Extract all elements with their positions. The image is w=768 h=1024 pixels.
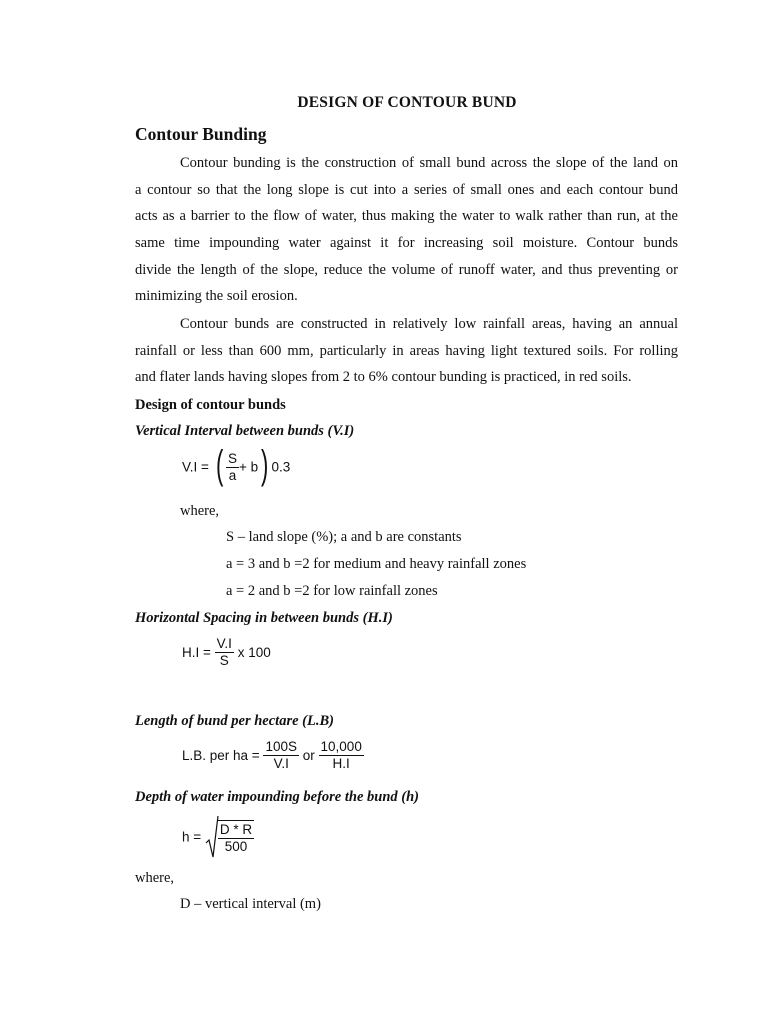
sqrt-icon [205, 815, 219, 859]
hi-heading: Horizontal Spacing in between bunds (H.I) [135, 610, 393, 626]
page-title: DESIGN OF CONTOUR BUND [297, 94, 517, 111]
h-heading: Depth of water impounding before the bund (h) [135, 789, 419, 805]
lb-fraction-1 [263, 739, 299, 772]
section-heading: Contour Bunding [135, 124, 267, 144]
vi-factor: 0.3 [271, 459, 291, 475]
vi-denominator: a [228, 467, 237, 483]
vi-where: where, [180, 503, 220, 519]
paragraph-line: Contour bunding is the construction of small bund across the slope of the land on [180, 155, 678, 171]
h-denominator: 500 [224, 838, 248, 854]
lb-numerator-1: 100S [265, 739, 297, 754]
paragraph-line: minimizing the soil erosion. [135, 288, 298, 305]
vi-lhs: V.I = [182, 459, 209, 475]
paragraph-line: divide the length of the slope, reduce the volume of runoff water, and thus preventing or [135, 261, 678, 278]
vi-def: S – land slope (%); a and b are constants [226, 529, 462, 545]
hi-denominator: S [219, 653, 229, 668]
left-paren: ( [215, 443, 224, 487]
paragraph-line: Contour bunds are constructed in relatively low rainfall areas, having an annual [180, 316, 678, 332]
h-numerator: D * R [219, 821, 253, 837]
h-lhs: h = [182, 829, 202, 845]
hi-tail: x 100 [237, 645, 271, 660]
h-def: D – vertical interval (m) [180, 896, 321, 912]
design-heading: Design of contour bunds [135, 397, 286, 413]
vi-def: a = 3 and b =2 for medium and heavy rainfall zones [226, 556, 527, 572]
h-where: where, [135, 870, 175, 886]
hi-numerator: V.I [216, 636, 232, 651]
paragraph-line: a contour so that the long slope is cut into a series of small ones and each contour bund [135, 181, 678, 198]
lb-denominator-2: H.I [332, 756, 350, 771]
hi-formula [182, 636, 271, 669]
lb-denominator-1: V.I [273, 756, 289, 771]
paragraph-line: and flater lands having slopes from 2 to 6% contour bunding is practiced, in red soils. [135, 369, 632, 386]
vi-formula [182, 443, 291, 487]
paragraph-2 [135, 311, 678, 391]
h-formula [182, 815, 254, 859]
lb-fraction-2 [319, 739, 364, 772]
hi-fraction [215, 636, 234, 669]
paragraph-1 [135, 150, 678, 310]
lb-lhs: L.B. per ha = [182, 748, 260, 763]
lb-or: or [302, 748, 315, 763]
lb-formula [182, 739, 364, 772]
right-paren: ) [261, 443, 269, 487]
hi-lhs: H.I = [182, 645, 211, 660]
lb-numerator-2: 10,000 [320, 739, 362, 754]
vi-numerator: S [228, 450, 238, 466]
vi-heading: Vertical Interval between bunds (V.I) [135, 423, 355, 439]
lb-heading: Length of bund per hectare (L.B) [135, 713, 334, 729]
vi-def: a = 2 and b =2 for low rainfall zones [226, 583, 438, 599]
vi-plus-b: + b [239, 459, 259, 475]
paragraph-line: acts as a barrier to the flow of water, thus making the water to walk rather than run, at the [135, 208, 678, 225]
h-fraction [218, 820, 254, 855]
vi-fraction [226, 451, 239, 484]
paragraph-line: rainfall or less than 600 mm, particularly in areas having light textured soils. For rolling [135, 342, 678, 359]
paragraph-line: same time impounding water against it for increasing soil moisture. Contour bunds [135, 235, 678, 252]
